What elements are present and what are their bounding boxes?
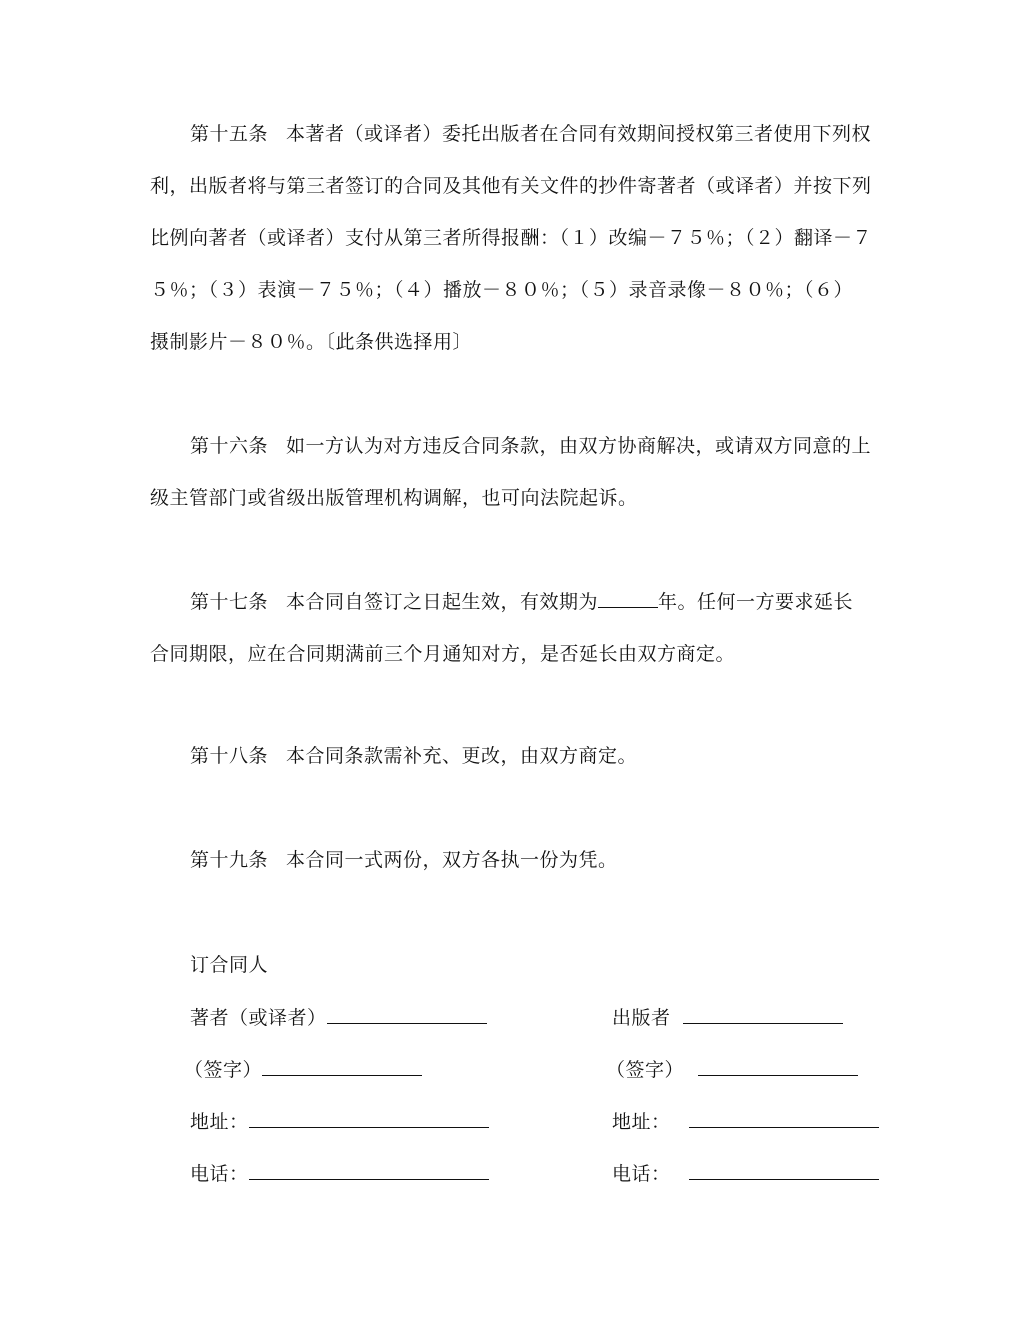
validity-years-blank [598, 589, 658, 608]
publisher-phone-label: 电话： [612, 1163, 671, 1185]
signature-heading: 订合同人 [190, 954, 269, 976]
publisher-address-label: 地址： [612, 1111, 671, 1133]
clause-19-label: 第十九条 [190, 849, 269, 871]
publisher-phone-row [612, 1159, 879, 1187]
author-label: 著者（或译者） [190, 1007, 327, 1029]
clause-17 [150, 576, 872, 680]
author-sign-label: （签字） [184, 1059, 263, 1081]
author-line [327, 1003, 487, 1024]
publisher-row [612, 1003, 843, 1031]
author-phone-label: 电话： [190, 1163, 249, 1185]
clause-16-text: 如一方认为对方违反合同条款，由双方协商解决，或请双方同意的上级主管部门或省级出版管理机构调解，也可向法院起诉。 [150, 435, 872, 509]
author-sign-line [262, 1055, 422, 1076]
clause-16 [150, 420, 872, 524]
clause-15-text: 本著者（或译者）委托出版者在合同有效期间授权第三者使用下列权利，出版者将与第三者签订的合同及其他有关文件的抄件寄著者（或译者）并按下列比例向著者（或译者）支付从第三者所得报酬：（１）改编－７５％；（２）翻译－７５％；（３）表演－７５％；（４）播放－８０％；（５）录音录像－８０％；（６）摄制影片－８０％。〔此条供选择用〕 [150, 123, 873, 353]
clause-17-label: 第十七条 [190, 591, 269, 613]
publisher-sign-row [606, 1055, 858, 1083]
publisher-sign-label: （签字） [606, 1059, 685, 1081]
author-row [190, 1003, 487, 1031]
publisher-phone-line [689, 1159, 879, 1180]
author-address-line [249, 1107, 489, 1128]
clause-19 [150, 834, 872, 886]
clause-15-label: 第十五条 [190, 123, 269, 145]
clause-16-label: 第十六条 [190, 435, 269, 457]
clause-19-text: 本合同一式两份，双方各执一份为凭。 [286, 849, 618, 871]
publisher-sign-line [698, 1055, 858, 1076]
publisher-line [683, 1003, 843, 1024]
publisher-address-line [689, 1107, 879, 1128]
author-phone-row [190, 1159, 489, 1187]
clause-18 [150, 730, 872, 782]
clause-17-text-before: 本合同自签订之日起生效，有效期为 [286, 591, 599, 613]
author-phone-line [249, 1159, 489, 1180]
author-address-label: 地址： [190, 1111, 249, 1133]
clause-18-label: 第十八条 [190, 745, 269, 767]
clause-18-text: 本合同条款需补充、更改，由双方商定。 [286, 745, 638, 767]
clause-17-text-after: 年。任何一方要求延长合同期限，应在合同期满前三个月通知对方，是否延长由双方商定。 [150, 591, 854, 665]
clause-15 [150, 108, 872, 368]
author-sign-row [184, 1055, 422, 1083]
publisher-label: 出版者 [612, 1007, 671, 1029]
author-address-row [190, 1107, 489, 1135]
publisher-address-row [612, 1107, 879, 1135]
